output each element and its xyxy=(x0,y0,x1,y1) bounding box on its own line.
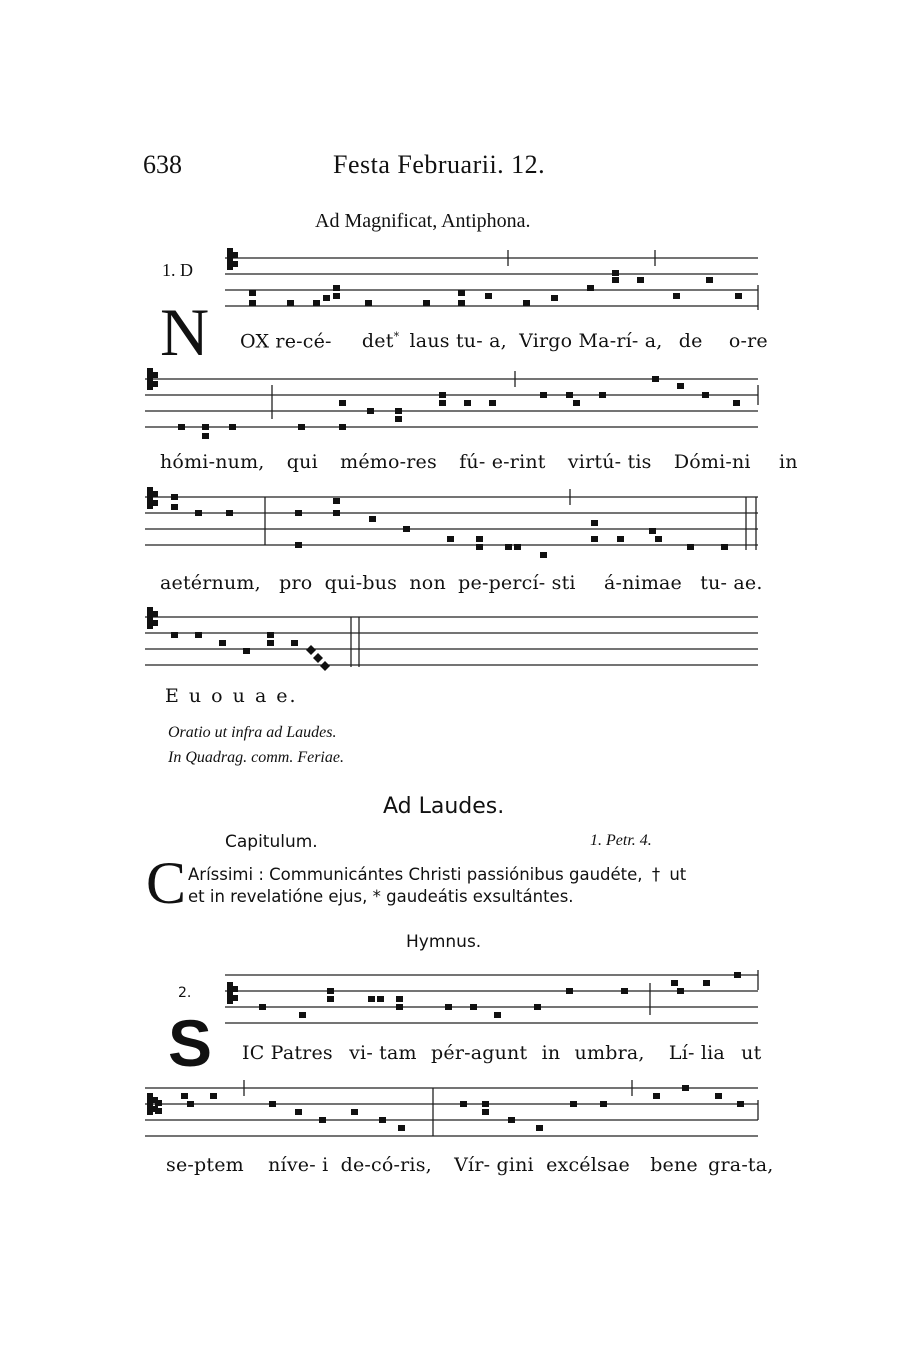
hymnus-heading: Hymnus. xyxy=(406,932,482,952)
antiphon-heading: Ad Magnificat, Antiphona. xyxy=(315,210,531,232)
euouae: E u o u a e. xyxy=(165,685,298,707)
capitulum-label: Capitulum. xyxy=(225,832,318,852)
mode-label: 1. D xyxy=(162,260,193,280)
hymn-number: 2. xyxy=(178,985,192,1001)
antiphon-lyric-line-1: OX re-cé- det* laus tu- a, Virgo Ma-rí- a, de o-re xyxy=(240,330,768,353)
capitulum-line-2: et in revelatióne ejus, * gaudeátis exsultántes. xyxy=(188,887,574,906)
running-title: Festa Februarii. 12. xyxy=(333,150,546,179)
antiphon-lyric-line-3: aetérnum, pro qui-bus non pe-percí- sti á-nimae tu- ae. xyxy=(160,572,763,594)
capitulum-reference: 1. Petr. 4. xyxy=(590,832,652,849)
rubric-quadragesima: In Quadrag. comm. Feriae. xyxy=(168,749,344,766)
antiphon-lyric-line-2: hómi-num, qui mémo-res fú- e-rint virtú- tis Dómi-ni in xyxy=(160,451,798,473)
page-number: 638 xyxy=(143,150,182,179)
capitulum-line-1: Aríssimi : Communicántes Christi passiónibus gaudéte, † ut xyxy=(188,865,687,884)
hymn-lyric-line-2: se-ptem níve- i de-có-ris, Vír- gini excélsae bene gra-ta, xyxy=(166,1154,774,1176)
hymn-lyric-line-1: IC Patres vi- tam pér-agunt in umbra, Lí- lia ut xyxy=(242,1042,762,1064)
capitulum-initial: C xyxy=(146,850,187,916)
rubric-oratio: Oratio ut infra ad Laudes. xyxy=(168,724,337,741)
antiphon-initial: N xyxy=(160,294,210,370)
laudes-heading: Ad Laudes. xyxy=(383,794,505,819)
hymn-initial: S xyxy=(168,1006,213,1080)
